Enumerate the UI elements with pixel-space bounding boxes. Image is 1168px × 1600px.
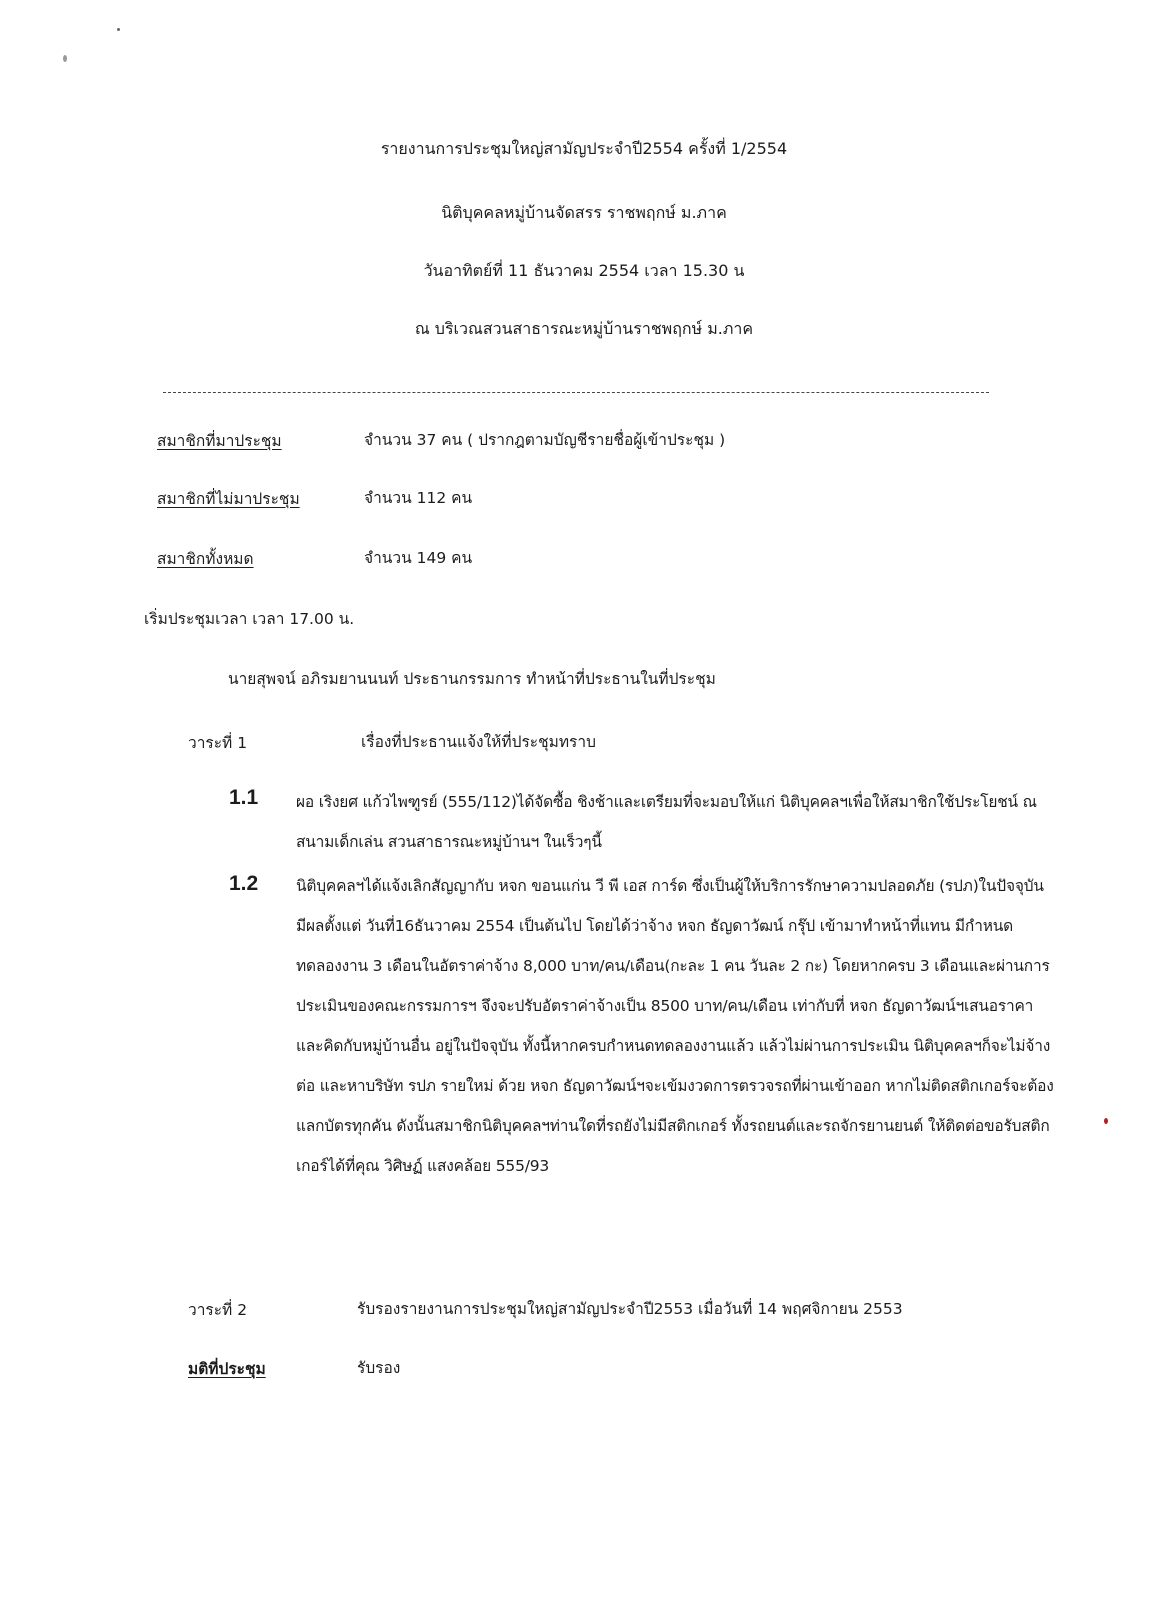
- absentees-value: จำนวน 112 คน: [364, 489, 473, 507]
- attendees-label: สมาชิกที่มาประชุม: [157, 432, 282, 450]
- agenda-item-text: ผอ เริงยศ แก้วไพฑูรย์ (555/112)ได้จัดซื้อ ชิงช้าและเตรียมที่จะมอบให้แก่ นิติบุคคลฯเพื่อให้สมาชิกใช้ประโยชน์ ณ สนามเด็กเล่น สวนสาธารณะหมู่บ้านฯ ในเร็วๆนี้: [296, 793, 1037, 851]
- report-title: รายงานการประชุมใหญ่สามัญประจำปี2554 ครั้งที่ 1/2554: [380, 139, 788, 158]
- agenda-2-label: วาระที่ 2: [188, 1301, 248, 1319]
- attendees-value: จำนวน 37 คน ( ปรากฎตามบัญชีรายชื่อผู้เข้าประชุม ): [364, 431, 726, 449]
- resolution-label: มติที่ประชุม: [188, 1360, 266, 1378]
- agenda-item-text: นิติบุคคลฯได้แจ้งเลิกสัญญากับ หจก ขอนแก่น วี พี เอส การ์ด ซึ่งเป็นผู้ให้บริการรักษาความปลอดภัย (รปภ)ในปัจจุบัน มีผลตั้งแต่ วันที่16ธันวาคม 2554 เป็นต้นไป โดยได้ว่าจ้าง หจก ธัญดาวัฒน์ กรุ๊ป เข้ามาทำหน้าที่แทน มีกำหนดทดลองงาน 3 เดือนในอัตราค่าจ้าง 8,000 บาท/คน/เดือน(กะละ 1 คน วันละ 2 กะ) โดยหากครบ 3 เดือนและผ่านการประเมินของคณะกรรมการฯ จึงจะปรับอัตราค่าจ้างเป็น 8500 บาท/คน/เดือน เท่ากับที่ หจก ธัญดาวัฒน์ฯเสนอราคาและคิดกับหมู่บ้านอื่น อยู่ในปัจจุบัน ทั้งนี้หากครบกำหนดทดลองงานแล้ว แล้วไม่ผ่านการประเมิน นิติบุคคลฯก็จะไม่จ้างต่อ และหาบริษัท รปภ รายใหม่ ด้วย หจก ธัญดาวัฒน์ฯจะเข้มงวดการตรวจรถที่ผ่านเข้าออก หากไม่ติดสติกเกอร์จะต้องแลกบัตรทุกคัน ดังนั้นสมาชิกนิติบุคคลฯท่านใดที่รถยังไม่มีสติกเกอร์ ทั้งรถยนต์และรถจักรยานยนต์ ให้ติดต่อขอรับสติกเกอร์ได้ที่คุณ วิศิษฏ์ แสงคล้อย 555/93: [296, 877, 1054, 1175]
- dashed-divider: [163, 392, 989, 393]
- organization-name: นิติบุคคลหมู่บ้านจัดสรร ราชพฤกษ์ ม.ภาค: [441, 203, 727, 222]
- scan-speck: [117, 28, 120, 31]
- agenda-1-label: วาระที่ 1: [188, 734, 248, 752]
- agenda-2-title: รับรองรายงานการประชุมใหญ่สามัญประจำปี2553 เมื่อวันที่ 14 พฤศจิกายน 2553: [357, 1300, 903, 1318]
- item-number: 1.2: [229, 872, 259, 895]
- start-time: เริ่มประชุมเวลา เวลา 17.00 น.: [144, 610, 355, 628]
- absentees-label: สมาชิกที่ไม่มาประชุม: [157, 490, 300, 508]
- scan-speck: [63, 55, 67, 62]
- total-members-value: จำนวน 149 คน: [364, 549, 473, 567]
- total-members-label: สมาชิกทั้งหมด: [157, 550, 254, 568]
- item-number: 1.1: [229, 786, 259, 809]
- meeting-datetime: วันอาทิตย์ที่ 11 ธันวาคม 2554 เวลา 15.30 น: [423, 261, 745, 280]
- meeting-location: ณ บริเวณสวนสาธารณะหมู่บ้านราชพฤกษ์ ม.ภาค: [414, 319, 754, 338]
- resolution-value: รับรอง: [357, 1359, 401, 1377]
- chairperson-statement: นายสุพจน์ อภิรมยานนนท์ ประธานกรรมการ ทำหน้าที่ประธานในที่ประชุม: [228, 670, 716, 688]
- scan-speck: [1104, 1118, 1108, 1124]
- agenda-1-title: เรื่องที่ประธานแจ้งให้ที่ประชุมทราบ: [361, 733, 596, 751]
